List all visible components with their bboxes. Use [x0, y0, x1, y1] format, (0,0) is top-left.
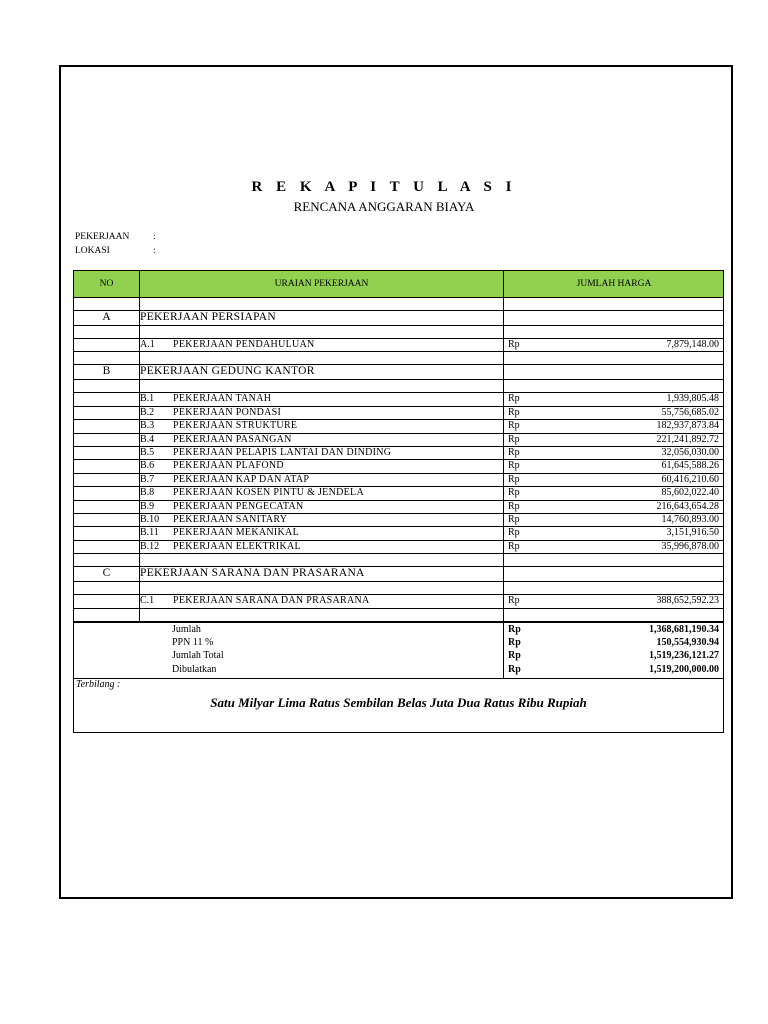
item-currency: Rp — [508, 393, 520, 405]
item-code: B.3 — [140, 420, 155, 432]
row-divider — [74, 581, 723, 582]
item-currency: Rp — [508, 540, 520, 552]
item-code: B.11 — [140, 527, 159, 539]
section-row — [74, 566, 723, 581]
item-name: PEKERJAAN KOSEN PINTU & JENDELA — [173, 487, 364, 499]
item-amount: 388,652,592.23 — [656, 595, 719, 607]
section-name: PEKERJAAN GEDUNG KANTOR — [140, 365, 315, 378]
item-code: B.2 — [140, 406, 155, 418]
item-amount: 216,643,654.28 — [656, 500, 719, 512]
row-divider — [74, 351, 723, 352]
header-uraian: URAIAN PEKERJAAN — [274, 279, 369, 289]
item-name: PEKERJAAN PENGECATAN — [173, 500, 304, 512]
summary-amount: 1,368,681,190.34 — [649, 623, 719, 635]
summary-label: PPN 11 % — [172, 637, 214, 648]
row-divider — [74, 553, 723, 554]
summary-label: Jumlah Total — [172, 650, 224, 662]
item-name: PEKERJAAN TANAH — [173, 393, 272, 405]
summary-label: Dibulatkan — [172, 663, 217, 675]
item-currency: Rp — [508, 447, 520, 458]
table-row — [74, 473, 723, 486]
item-currency: Rp — [508, 500, 520, 512]
row-divider — [74, 325, 723, 326]
table-row — [74, 526, 723, 539]
summary-currency: Rp — [508, 623, 521, 635]
item-code: B.7 — [140, 473, 155, 485]
meta-lokasi — [75, 246, 156, 256]
section-name: PEKERJAAN PERSIAPAN — [140, 311, 276, 323]
section-letter: C — [102, 567, 111, 580]
item-code: B.9 — [140, 500, 155, 512]
summary-row — [74, 649, 723, 662]
item-amount: 3,151,916.50 — [666, 527, 719, 539]
summary-label: Jumlah — [172, 623, 201, 635]
recap-table — [73, 270, 724, 733]
terbilang-text: Satu Milyar Lima Ratus Sembilan Belas Juta Dua Ratus Ribu Rupiah — [210, 695, 587, 710]
item-name: PEKERJAAN SARANA DAN PRASARANA — [173, 595, 370, 607]
table-row — [74, 500, 723, 513]
table-row — [74, 419, 723, 432]
item-name: PEKERJAAN PLAFOND — [173, 460, 284, 472]
item-amount: 32,056,030.00 — [661, 447, 719, 458]
item-amount: 221,241,892.72 — [656, 433, 719, 445]
document-subtitle: RENCANA ANGGARAN BIAYA — [293, 199, 475, 214]
item-currency: Rp — [508, 406, 520, 418]
item-currency: Rp — [508, 473, 520, 485]
table-row — [74, 392, 723, 405]
item-code: B.8 — [140, 487, 155, 499]
item-currency: Rp — [508, 514, 520, 525]
item-amount: 14,760,893.00 — [661, 514, 719, 525]
item-currency: Rp — [508, 433, 520, 445]
item-currency: Rp — [508, 527, 520, 539]
item-code: C.1 — [140, 595, 155, 607]
table-row — [74, 338, 723, 351]
summary-currency: Rp — [508, 650, 521, 662]
item-amount: 7,879,148.00 — [666, 339, 719, 350]
item-currency: Rp — [508, 339, 520, 350]
item-amount: 182,937,873.84 — [656, 420, 719, 432]
item-currency: Rp — [508, 487, 520, 499]
table-row — [74, 406, 723, 419]
section-letter: B — [102, 365, 111, 378]
meta-pekerjaan-label: PEKERJAAN — [75, 232, 130, 242]
item-name: PEKERJAAN PELAPIS LANTAI DAN DINDING — [173, 447, 392, 458]
item-name: PEKERJAAN SANITARY — [173, 514, 288, 525]
item-code: B.1 — [140, 393, 155, 405]
item-amount: 60,416,210.60 — [661, 473, 719, 485]
section-name: PEKERJAAN SARANA DAN PRASARANA — [140, 567, 365, 580]
item-code: B.12 — [140, 540, 160, 552]
meta-lokasi-label: LOKASI — [75, 246, 110, 256]
item-amount: 61,645,588.26 — [661, 460, 719, 472]
row-divider — [74, 608, 723, 609]
summary-row — [74, 636, 723, 649]
header-no: NO — [99, 279, 114, 289]
summary-currency: Rp — [508, 637, 521, 648]
section-row — [74, 310, 723, 325]
item-code: A.1 — [140, 339, 155, 350]
table-row — [74, 459, 723, 472]
item-name: PEKERJAAN PENDAHULUAN — [173, 339, 315, 350]
terbilang-label: Terbilang : — [76, 679, 121, 690]
table-row — [74, 446, 723, 459]
row-divider — [74, 379, 723, 380]
item-name: PEKERJAAN STRUKTURE — [173, 420, 298, 432]
item-currency: Rp — [508, 420, 520, 432]
summary-amount: 1,519,236,121.27 — [649, 650, 719, 662]
item-code: B.5 — [140, 447, 155, 458]
meta-lokasi-colon: : — [153, 246, 156, 256]
item-code: B.10 — [140, 514, 160, 525]
column-divider — [503, 271, 504, 678]
item-currency: Rp — [508, 595, 520, 607]
table-row — [74, 594, 723, 607]
item-currency: Rp — [508, 460, 520, 472]
item-amount: 85,602,022.40 — [661, 487, 719, 499]
document-title: R E K A P I T U L A S I — [251, 179, 517, 195]
header-jumlah: JUMLAH HARGA — [576, 279, 652, 289]
table-row — [74, 513, 723, 526]
item-name: PEKERJAAN MEKANIKAL — [173, 527, 299, 539]
table-row — [74, 486, 723, 499]
item-name: PEKERJAAN PONDASI — [173, 406, 282, 418]
item-name: PEKERJAAN PASANGAN — [173, 433, 292, 445]
item-code: B.6 — [140, 460, 155, 472]
section-row — [74, 364, 723, 379]
summary-currency: Rp — [508, 663, 521, 675]
table-row — [74, 433, 723, 446]
item-amount: 55,756,685.02 — [661, 406, 719, 418]
summary-row — [74, 663, 723, 676]
item-amount: 35,996,878.00 — [661, 540, 719, 552]
item-name: PEKERJAAN KAP DAN ATAP — [173, 473, 310, 485]
summary-amount: 1,519,200,000.00 — [649, 663, 719, 675]
summary-row — [74, 623, 723, 636]
table-row — [74, 540, 723, 553]
section-letter: A — [102, 311, 111, 323]
item-code: B.4 — [140, 433, 155, 445]
meta-pekerjaan-colon: : — [153, 232, 156, 242]
item-amount: 1,939,805.48 — [666, 393, 719, 405]
summary-amount: 150,554,930.94 — [656, 637, 719, 648]
column-divider — [139, 271, 140, 621]
item-name: PEKERJAAN ELEKTRIKAL — [173, 540, 301, 552]
row-divider — [74, 678, 723, 679]
meta-pekerjaan — [75, 232, 156, 242]
